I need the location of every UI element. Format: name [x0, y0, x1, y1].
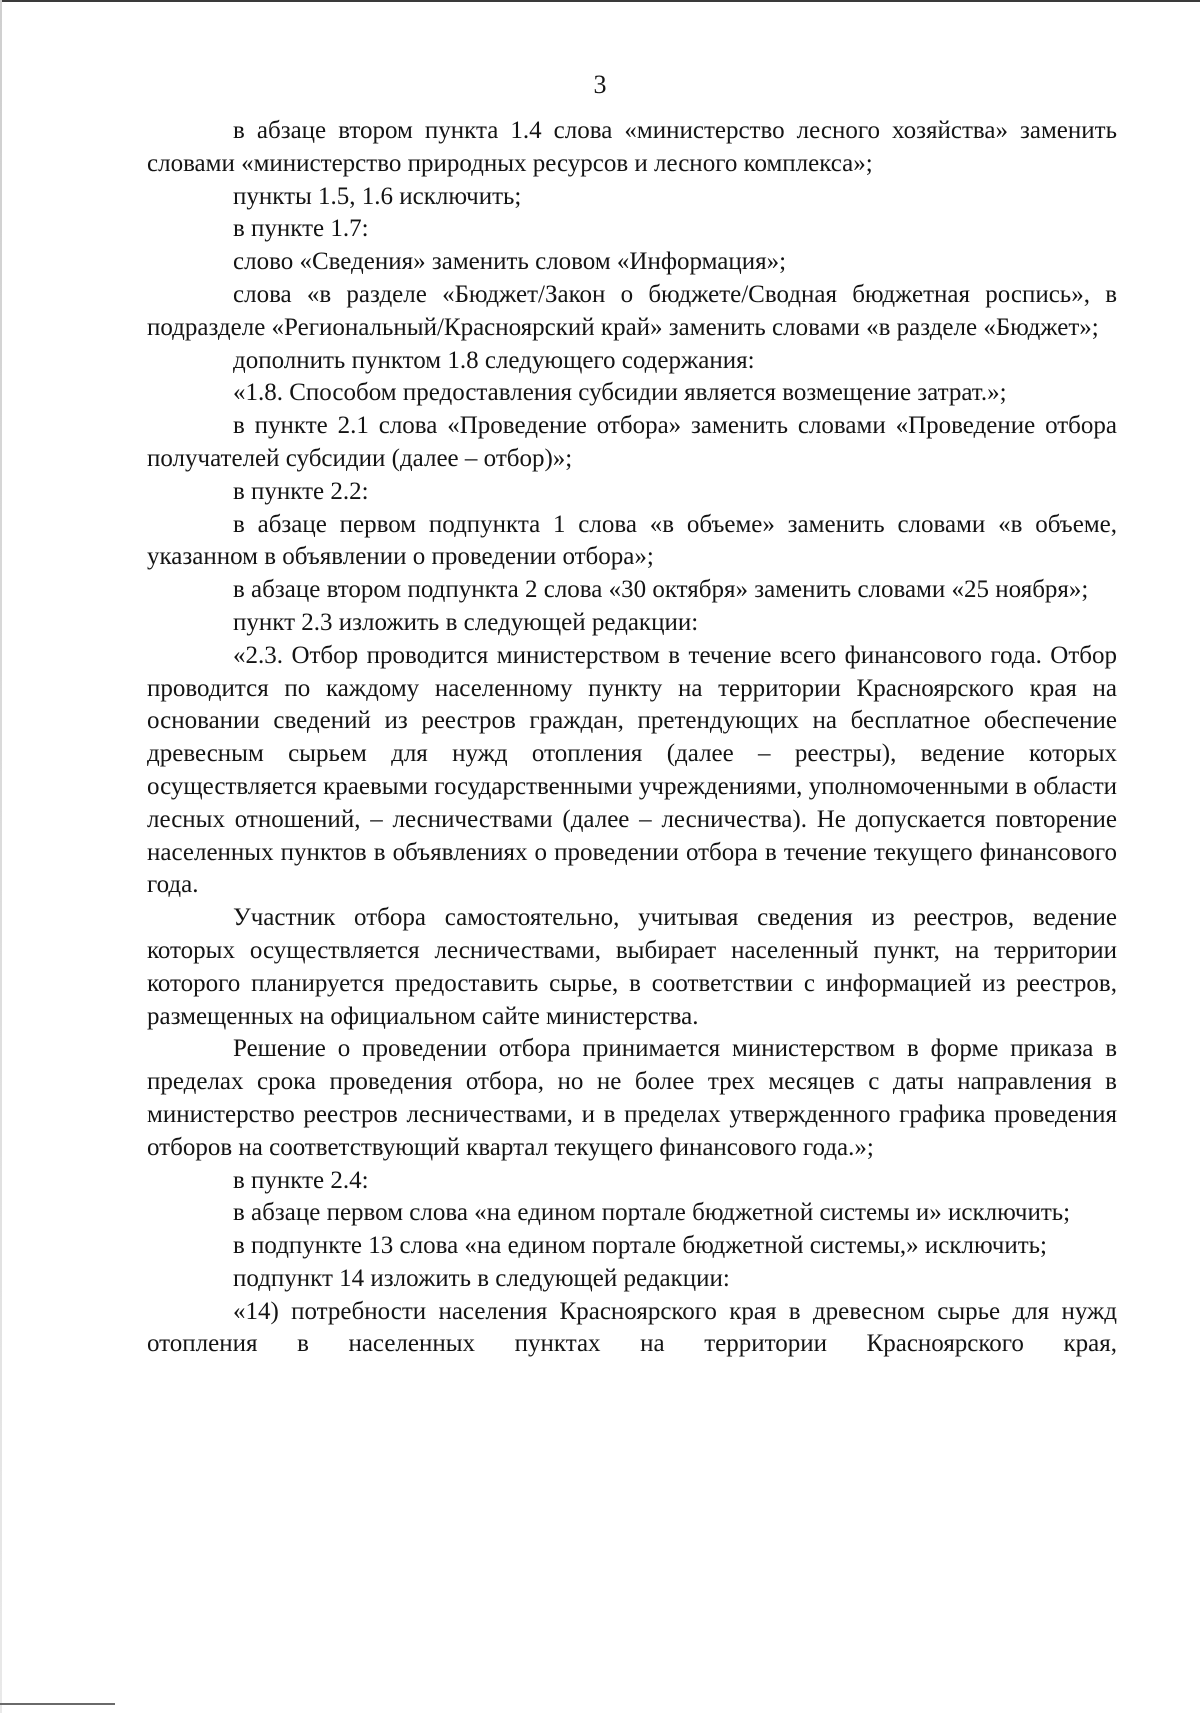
- paragraph: «2.3. Отбор проводится министерством в течение всего финансового года. Отбор проводится по каждому населенному пункту на территории Красноярского края на основании сведений из реестров граждан, претендующих на бесплатное обеспечение древесным сырьем для нужд отопления (далее – реестры), ведение которых осуществляется краевыми государственными учреждениями, уполномоченными в области лесных отношений, – лесничествами (далее – лесничества). Не допускается повторение населенных пунктов в объявлениях о проведении отбора в течение текущего финансового года.: [147, 641, 1117, 899]
- paragraph: в пункте 1.7:: [233, 215, 369, 243]
- paragraph: «1.8. Способом предоставления субсидии является возмещение затрат.»;: [233, 379, 1007, 407]
- paragraph: пункт 2.3 изложить в следующей редакции:: [233, 608, 699, 636]
- scan-edge-top: [0, 0, 1200, 2]
- page-number: 3: [593, 70, 607, 99]
- paragraph: «14) потребности населения Красноярского края в древесном сырье для нужд отопления в населенных пунктах на территории Красноярского края,: [147, 1297, 1117, 1358]
- paragraph: пункты 1.5, 1.6 исключить;: [233, 182, 522, 210]
- paragraph: в пункте 2.1 слова «Проведение отбора» заменить словами «Проведение отбора получателей субсидии (далее – отбор)»;: [147, 412, 1117, 472]
- paragraph: в абзаце первом подпункта 1 слова «в объеме» заменить словами «в объеме, указанном в объявлении о проведении отбора»;: [147, 510, 1117, 571]
- paragraph: в абзаце втором подпункта 2 слова «30 октября» заменить словами «25 ноября»;: [233, 576, 1089, 604]
- scan-edge-left: [0, 0, 2, 1713]
- paragraph: в абзаце первом слова «на едином портале бюджетной системы и» исключить;: [233, 1199, 1071, 1227]
- paragraph: подпункт 14 изложить в следующей редакции:: [233, 1264, 730, 1292]
- document-body: [147, 115, 1117, 1361]
- paragraph: Решение о проведении отбора принимается министерством в форме приказа в пределах срока проведения отбора, но не более трех месяцев с даты направления в министерство реестров лесничествами, и в пределах утвержденного графика проведения отборов на соответствующий квартал текущего финансового года.»;: [147, 1035, 1117, 1161]
- paragraph: в абзаце втором пункта 1.4 слова «министерство лесного хозяйства» заменить словами «министерство природных ресурсов и лесного комплекса»;: [147, 117, 1117, 177]
- paragraph: Участник отбора самостоятельно, учитывая сведения из реестров, ведение которых осуществляется лесничествами, выбирает населенный пункт, на территории которого планируется предоставить сырье, в соответствии с информацией из реестров, размещенных на официальном сайте министерства.: [147, 904, 1117, 1030]
- paragraph: в подпункте 13 слова «на едином портале бюджетной системы,» исключить;: [233, 1232, 1047, 1260]
- paragraph: в пункте 2.4:: [233, 1166, 369, 1194]
- paragraph: в пункте 2.2:: [233, 477, 369, 505]
- scan-edge-bottom: [0, 1703, 115, 1705]
- paragraph: дополнить пунктом 1.8 следующего содержания:: [233, 346, 755, 374]
- paragraph: слово «Сведения» заменить словом «Информация»;: [233, 248, 787, 276]
- paragraph: слова «в разделе «Бюджет/Закон о бюджете/Сводная бюджетная роспись», в подразделе «Региональный/Красноярский край» заменить словами «в разделе «Бюджет»;: [147, 280, 1117, 341]
